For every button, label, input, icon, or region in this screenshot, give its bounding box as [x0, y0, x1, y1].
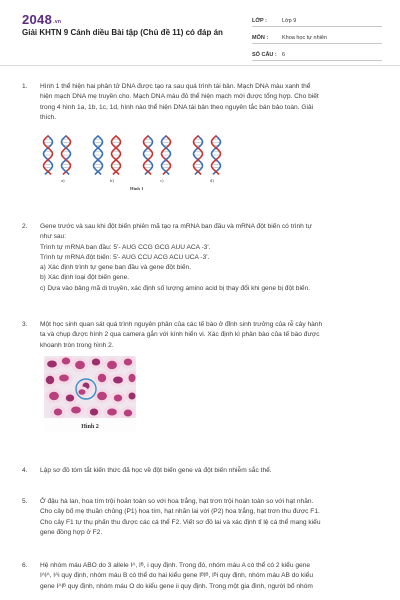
cell-nucleus [46, 376, 54, 384]
document-header [0, 0, 400, 66]
question-line: Một học sinh quan sát quá trình nguyên phân của các tế bào ở đỉnh sinh trưởng của rễ cây hành [40, 321, 323, 328]
question-text [40, 561, 382, 592]
cell-nucleus [113, 377, 123, 384]
question-number: 4. [22, 467, 28, 474]
cell-nucleus [129, 374, 136, 382]
meta-value: Khoa học tự nhiên [282, 35, 327, 41]
question-text [40, 320, 382, 351]
question-line: Cho cây bố mẹ thuần chủng (P1) hoa tím, hạt nhăn lai với (P2) hoa trắng, hạt trơn thu được F1. [40, 508, 320, 516]
cell-nucleus [59, 375, 69, 382]
question-2 [22, 222, 382, 294]
cell-nucleus [79, 389, 86, 395]
cell-nucleus [97, 392, 107, 400]
question-6 [22, 561, 382, 592]
question-3 [22, 320, 382, 351]
question-1 [22, 82, 382, 123]
question-line: Ở đậu hà lan, hoa tím trội hoàn toàn so với hoa trắng, hạt trơn trội hoàn toàn so với hạt nhăn. [40, 498, 314, 505]
figure-1-caption: Hình 1 [130, 186, 144, 191]
figure-2-microscope-image [44, 356, 136, 432]
question-line: Lập sơ đồ tóm tắt kiến thức đã học về đột biến gene và đột biến nhiễm sắc thể. [40, 467, 272, 474]
panel-label-d: d) [210, 178, 214, 183]
question-line: ta và chụp được hình 2 qua camera gắn với kính hiển vi. Xác định kì phân bào của tế bào được [40, 331, 320, 339]
question-5 [22, 497, 382, 538]
cell-nucleus [54, 409, 62, 416]
meta-value: Lớp 9 [282, 18, 297, 24]
site-logo[interactable] [22, 12, 61, 27]
meta-row-subject [252, 29, 382, 44]
question-line: gene đồng hợp ở F2. [40, 528, 103, 536]
meta-label: SỐ CÂU : [252, 52, 277, 58]
question-line: Cho cây F1 tự thụ phấn thu được các cá thể F2. Viết sơ đồ lai và xác định tỉ lệ cá thể mang kiểu [40, 518, 321, 526]
logo-text: 2048 [22, 12, 53, 27]
question-number: 1. [22, 83, 28, 90]
meta-label: LỚP : [252, 18, 267, 24]
question-line: như sau: [40, 233, 67, 241]
meta-row-count [252, 46, 382, 61]
question-text [40, 82, 382, 123]
cell-nucleus [124, 410, 132, 417]
panel-label-a: a) [61, 178, 65, 183]
figure-2-caption: Hình 2 [81, 424, 99, 430]
question-line: Gene trước và sau khi đột biến phiên mã tạo ra mRNA ban đầu và mRNA đột biến có trình tự [40, 223, 312, 230]
cell-nucleus [47, 361, 57, 368]
cell-nucleus [129, 393, 136, 400]
question-line: khoanh tròn trong hình 2. [40, 341, 114, 349]
root-tip-cells-photo [44, 356, 136, 432]
logo-suffix: .vn [53, 19, 62, 25]
question-text [40, 497, 382, 538]
question-text [40, 222, 382, 294]
question-line: IᴬIᴬ, Iᴬi quy định, nhóm máu B có thể do hai kiểu gene IᴮIᴮ, Iᴮi quy định, nhóm máu AB do kiểu [40, 572, 314, 580]
question-text [40, 466, 382, 476]
question-line: Hệ nhóm máu ABO do 3 allele Iᴬ, Iᴮ, i quy định. Trong đó, nhóm máu A có thể có 2 kiểu gene [40, 562, 310, 569]
question-4 [22, 466, 382, 476]
cell-nucleus [107, 409, 117, 416]
cell-nucleus [98, 374, 106, 382]
cell-nucleus [66, 395, 74, 402]
panel-label-c: c) [160, 178, 164, 183]
question-line: c) Dựa vào bảng mã di truyền, xác định số lượng amino acid bị thay đổi khi gene bị đột biến. [40, 284, 311, 292]
question-line: a) Xác định trình tự gene ban đầu và gene đột biến. [40, 264, 192, 272]
question-line: thích. [40, 113, 57, 121]
meta-value: 6 [282, 52, 286, 58]
cell-nucleus [107, 361, 117, 369]
question-line: Trình tự mRNA ban đầu: 5'- AUG CCG GCG AUU ACA -3'. [40, 243, 211, 251]
question-line: b) Xác định loại đột biến gene. [40, 274, 130, 282]
cell-nucleus [90, 409, 98, 416]
question-number: 6. [22, 562, 28, 569]
question-line: gene IᴬIᴮ quy định, nhóm máu O do kiểu gene ii quy định. Trong một gia đình, người bố nhóm [40, 582, 313, 590]
question-line: Hình 1 thể hiện hai phân tử DNA được tạo ra sau quá trình tái bản. Mạch DNA màu xanh thể [40, 83, 311, 90]
cell-nucleus [62, 358, 70, 365]
question-line: hiện mạch DNA mẹ truyền cho. Mạch DNA màu đỏ thể hiện mạch mới được tổng hợp. Cho biết [40, 93, 319, 101]
question-line: trong 4 hình 1a, 1b, 1c, 1d, hình nào thể hiện DNA tái bản theo nguyên tắc bán bảo toàn. Giải [40, 103, 314, 111]
cell-nucleus [114, 395, 122, 402]
meta-row-class [252, 12, 382, 27]
cell-nucleus [71, 407, 81, 414]
question-number: 5. [22, 498, 28, 505]
cell-nucleus [92, 359, 100, 366]
panel-label-b: b) [110, 178, 114, 183]
figure-1-dna-replication [40, 134, 240, 194]
cell-nucleus [75, 361, 85, 369]
meta-label: MÔN : [252, 35, 269, 41]
document-title: Giải KHTN 9 Cánh diều Bài tập (Chủ đề 11) có đáp án [22, 28, 223, 37]
question-number: 3. [22, 321, 28, 328]
question-number: 2. [22, 223, 28, 230]
cell-nucleus [49, 392, 59, 400]
meta-table [252, 12, 382, 61]
cell-nucleus [124, 359, 132, 366]
question-line: Trình tự mRNA đột biến: 5'- AUG CCU ACG ACU UCA -3'. [40, 253, 210, 261]
